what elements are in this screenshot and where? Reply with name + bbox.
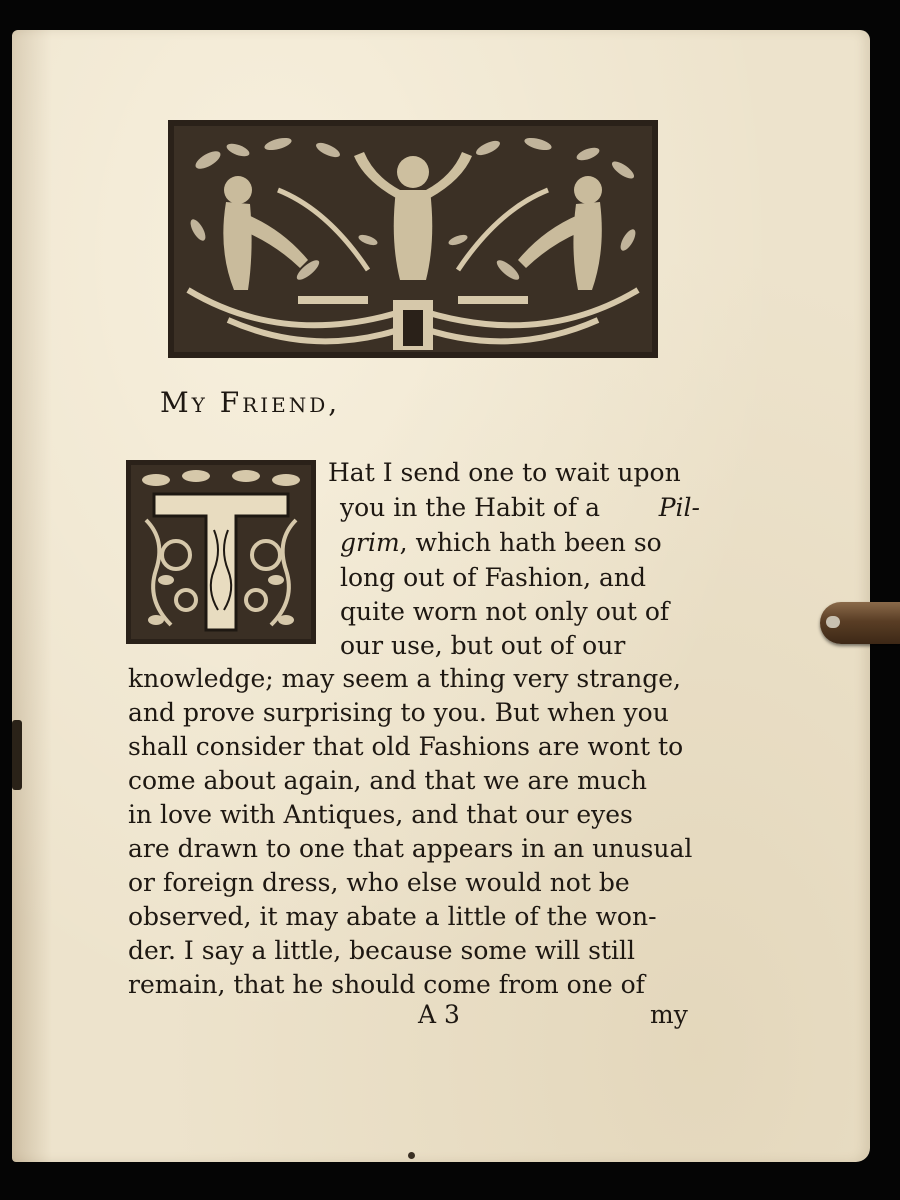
- line-text: long out of Fashion, and: [340, 563, 647, 592]
- text-line-7: [128, 664, 700, 694]
- line-text: come about again, and that we are much: [128, 766, 648, 795]
- text-line-11: [128, 800, 700, 830]
- page-dot: [408, 1152, 415, 1159]
- line-text: in love with Antiques, and that our eyes: [128, 800, 633, 829]
- text-line-13: [128, 868, 700, 898]
- line-text: and prove surprising to you. But when you: [128, 698, 669, 727]
- text-line-4: [340, 563, 700, 593]
- text-line-1: [328, 458, 700, 488]
- line-text: remain, that he should come from one of: [128, 970, 645, 999]
- text-line-9: [128, 732, 700, 762]
- line-text: knowledge; may seem a thing very strange,: [128, 664, 681, 693]
- line-text: quite worn not only out of: [340, 597, 670, 626]
- signature-mark: A 3: [418, 1000, 460, 1029]
- line-text: or foreign dress, who else would not be: [128, 868, 630, 897]
- text-line-2: [340, 493, 700, 523]
- text-line-5: [340, 597, 700, 627]
- text-line-14: [128, 902, 700, 932]
- line-text-italic: grim: [340, 528, 400, 557]
- line-text-italic: Pil-: [658, 493, 700, 522]
- catchword: my: [650, 1000, 688, 1029]
- line-text: shall consider that old Fashions are wont to: [128, 732, 684, 761]
- line-text: , which hath been so: [399, 528, 662, 557]
- text-line-15: [128, 936, 700, 966]
- line-text: Hat I send one to wait upon: [328, 458, 681, 487]
- text-line-6: [340, 631, 700, 661]
- text-line-8: [128, 698, 700, 728]
- decorated-initial-icon: [126, 460, 316, 644]
- text-line-12: [128, 834, 700, 864]
- line-text: observed, it may abate a little of the won-: [128, 902, 657, 931]
- spine-shadow: [12, 720, 22, 790]
- line-text: you in the Habit of a: [340, 493, 601, 522]
- text-line-3: [340, 528, 700, 558]
- salutation: My Friend,: [160, 386, 341, 419]
- text-line-16: [128, 970, 700, 1000]
- line-text: der. I say a little, because some will still: [128, 936, 636, 965]
- line-text: our use, but out of our: [340, 631, 626, 660]
- line-text: are drawn to one that appears in an unusual: [128, 834, 693, 863]
- woodcut-headpiece-icon: [168, 120, 658, 358]
- text-line-10: [128, 766, 700, 796]
- page-clip: [820, 602, 900, 644]
